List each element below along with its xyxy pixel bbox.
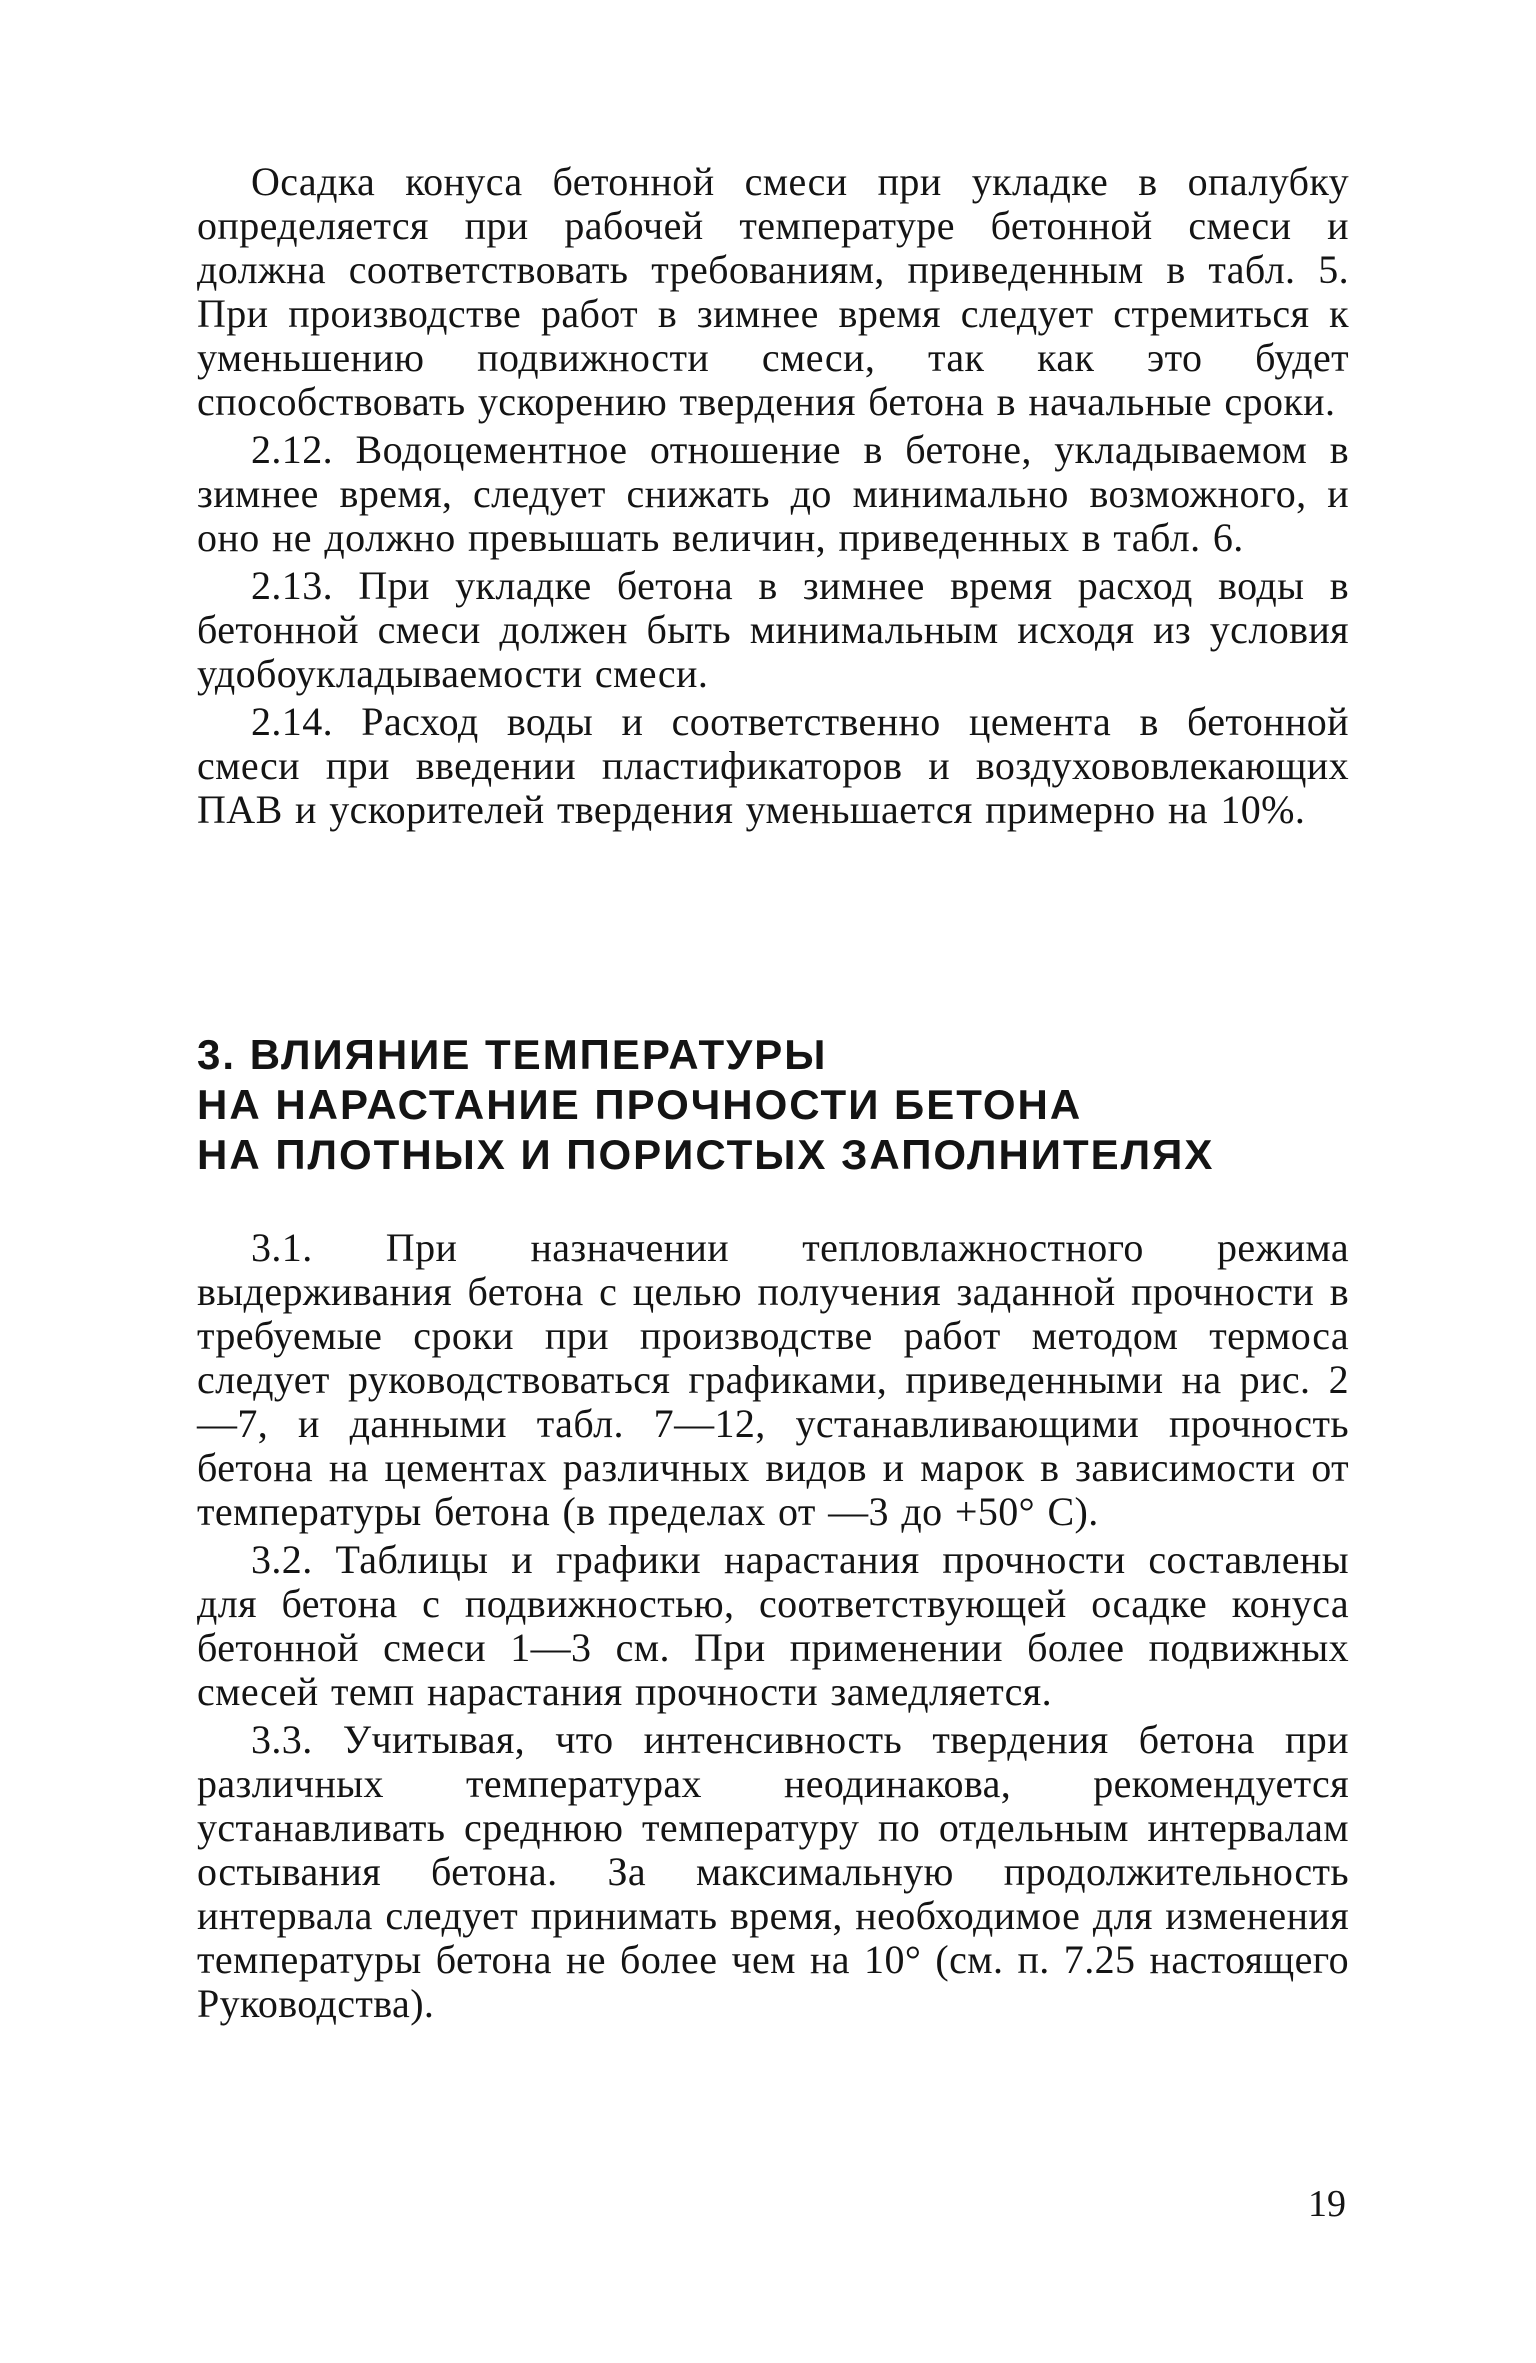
heading-line-3: НА ПЛОТНЫХ И ПОРИСТЫХ ЗАПОЛНИТЕЛЯХ xyxy=(197,1131,1215,1178)
heading-line-1: 3. ВЛИЯНИЕ ТЕМПЕРАТУРЫ xyxy=(197,1031,828,1078)
paragraph-2-14: 2.14. Расход воды и соответственно цемента в бетонной смеси при введении пластификаторов и воздухововлекающих ПАВ и ускорителей твердения уменьшается примерно на 10%. xyxy=(197,699,1349,832)
paragraph-3-2: 3.2. Таблицы и графики нарастания прочности составлены для бетона с подвижностью, соответствующей осадке конуса бетонной смеси 1—3 см. При применении более подвижных смесей темп нарастания прочности замедляется. xyxy=(197,1537,1349,1714)
paragraph-3-3: 3.3. Учитывая, что интенсивность твердения бетона при различных температурах неодинакова, рекомендуется устанавливать среднюю температуру по отдельным интервалам остывания бетона. За максимальную продолжительность интервала следует принимать время, необходимое для изменения температуры бетона не более чем на 10° (см. п. 7.25 настоящего Руководства). xyxy=(197,1717,1349,2026)
paragraph-2-13: 2.13. При укладке бетона в зимнее время расход воды в бетонной смеси должен быть минимальным исходя из условия удобоукладываемости смеси. xyxy=(197,563,1349,696)
heading-line-2: НА НАРАСТАНИЕ ПРОЧНОСТИ БЕТОНА xyxy=(197,1081,1083,1128)
section-3-text xyxy=(197,1226,1349,2026)
section-3-heading xyxy=(197,1030,1349,1180)
paragraph-intro: Осадка конуса бетонной смеси при укладке в опалубку определяется при рабочей температуре бетонной смеси и должна соответствовать требованиям, приведенным в табл. 5. При производстве работ в зимнее время следует стремиться к уменьшению подвижности смеси, так как это будет способствовать ускорению твердения бетона в начальные сроки. xyxy=(197,159,1349,424)
page-number: 19 xyxy=(1308,2183,1346,2225)
paragraph-3-1: 3.1. При назначении тепловлажностного режима выдерживания бетона с целью получения заданной прочности в требуемые сроки при производстве работ методом термоса следует руководствоваться графиками, приведенными на рис. 2—7, и данными табл. 7—12, устанавливающими прочность бетона на цементах различных видов и марок в зависимости от температуры бетона (в пределах от —3 до +50° С). xyxy=(197,1225,1349,1534)
paragraph-2-12: 2.12. Водоцементное отношение в бетоне, укладываемом в зимнее время, следует снижать до минимально возможного, и оно не должно превышать величин, приведенных в табл. 6. xyxy=(197,427,1349,560)
section-2-text xyxy=(197,160,1349,832)
